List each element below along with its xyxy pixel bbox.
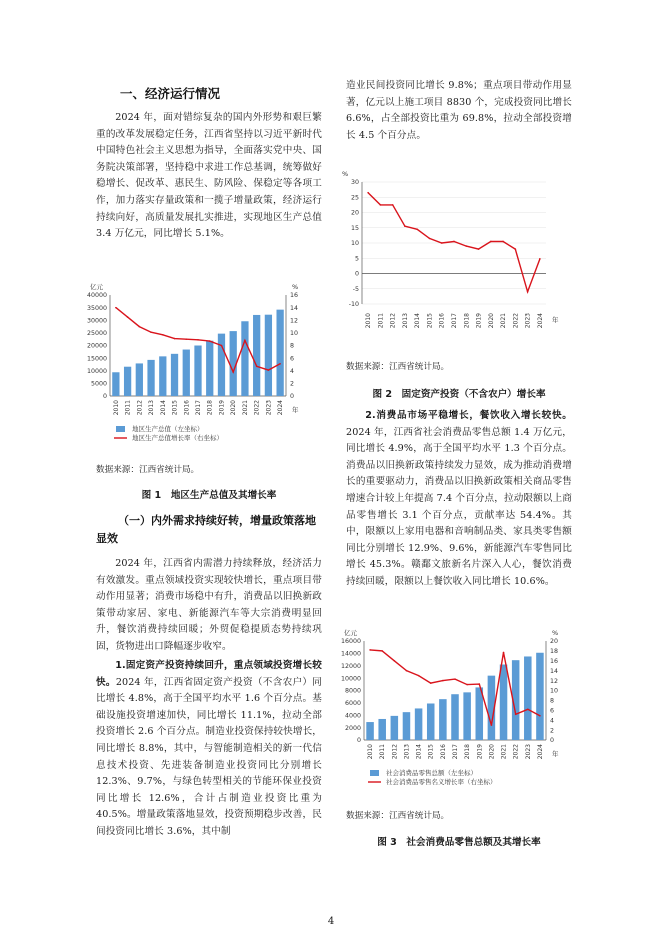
legend-swatch-bar (370, 770, 379, 776)
line-point-2024 (539, 715, 541, 717)
left-tick-label: 0 (354, 270, 359, 278)
bar-2010 (112, 372, 119, 396)
bar-2021 (241, 321, 248, 396)
x-tick-label: 2016 (438, 313, 446, 329)
right-tick-label: 10 (550, 687, 559, 695)
right-tick-label: 4 (550, 717, 555, 725)
left-tick-label: 5000 (90, 380, 107, 388)
figure-3-source: 数据来源：江西省统计局。 (346, 811, 450, 821)
bar-2017 (194, 346, 201, 397)
right-tick-label: 16 (290, 292, 299, 300)
subsection-title-1: （一）内外需求持续好转，增量政策落地显效 (96, 514, 316, 545)
line-point-2011 (381, 650, 383, 652)
intro-paragraph: 2024 年，面对错综复杂的国内外形势和艰巨繁重的改革发展稳定任务，江西省坚持以习近平新时代中国特色社会主义思想为指导，全面落实党中央、国务院决策部署，坚持稳中求进工作总基调，统筹做好稳增长、促改革、惠民生、防风险、保稳定等各项工作，加力落实存量政策和一揽子增量政策，经济运行持续向好，高质量发展扎实推进，实现地区生产总值 3.4 万亿元，同比增长 5.1%。 (96, 112, 322, 240)
line-point-2012 (139, 326, 141, 328)
x-tick-label: 2014 (159, 400, 167, 416)
x-tick-label: 2019 (218, 400, 226, 416)
x-tick-label: 2022 (512, 313, 520, 329)
left-tick-label: 40000 (86, 292, 107, 300)
left-tick-label: 10000 (86, 367, 107, 375)
x-tick-label: 2021 (500, 744, 508, 760)
left-tick-label: 30 (350, 179, 359, 187)
bar-2013 (403, 712, 411, 740)
left-tick-label: 2000 (344, 724, 361, 732)
x-tick-label: 2019 (476, 744, 484, 760)
line-point-2013 (406, 670, 408, 672)
figure-1-source: 数据来源：江西省统计局。 (96, 465, 200, 475)
line-point-2017 (197, 339, 199, 341)
x-tick-label: 2023 (265, 400, 273, 416)
right-tick-label: 10 (290, 330, 299, 338)
figure-2-caption: 图 2 固定资产投资（不含农户）增长率 (372, 389, 546, 400)
x-tick-label: 2017 (451, 313, 458, 329)
x-tick-label: 2019 (475, 313, 483, 329)
line-point-2015 (174, 338, 176, 340)
right-axis-unit: % (552, 629, 559, 637)
x-tick-label: 2011 (124, 400, 132, 416)
figure-1-caption: 图 1 地区生产总值及其增长率 (141, 490, 277, 501)
x-tick-label: 2024 (536, 313, 544, 329)
figure-3-caption: 图 3 社会消费品零售总额及其增长率 (377, 837, 541, 848)
figure-3-chart (340, 623, 572, 791)
line-point-2018 (209, 340, 211, 342)
bar-2013 (147, 360, 154, 396)
x-tick-label: 2024 (536, 744, 544, 760)
bar-2016 (183, 350, 190, 396)
bar-2017 (451, 694, 459, 740)
bar-2023 (524, 656, 532, 740)
right-tick-label: 8 (290, 342, 295, 350)
x-tick-label: 2022 (512, 744, 520, 760)
bar-2024 (536, 653, 544, 740)
left-axis-unit: 亿元 (90, 283, 103, 291)
figure-2-svg (342, 162, 572, 337)
x-tick-label: 2010 (367, 744, 375, 760)
line-point-2022 (256, 366, 258, 368)
right-tick-label: 6 (290, 355, 295, 363)
bar-2010 (366, 722, 374, 740)
right-tick-label: 0 (290, 393, 295, 401)
line-point-2021 (503, 652, 505, 654)
figure-2-source: 数据来源：江西省统计局。 (346, 362, 450, 372)
line-point-2014 (418, 675, 420, 677)
line-point-2016 (442, 680, 444, 682)
line-point-2013 (404, 225, 406, 227)
x-tick-label: 2018 (464, 744, 472, 760)
line-point-2016 (185, 338, 187, 340)
left-tick-label: 25 (350, 194, 359, 202)
line-point-2018 (466, 684, 468, 686)
left-tick-label: 16000 (340, 638, 361, 646)
x-tick-label: 2011 (377, 313, 385, 329)
x-tick-label: 2015 (426, 313, 434, 329)
right-tick-label: 4 (290, 367, 295, 375)
x-axis-unit: 年 (552, 316, 559, 324)
left-tick-label: 12000 (340, 662, 361, 670)
bar-2024 (276, 310, 283, 396)
line-point-2023 (527, 291, 529, 293)
line-point-2020 (490, 241, 492, 243)
left-tick-label: 14000 (340, 650, 361, 658)
x-tick-label: 2017 (195, 400, 202, 416)
right-tick-label: 14 (550, 667, 559, 675)
left-tick-label: 4000 (344, 712, 361, 720)
left-tick-label: 35000 (86, 304, 107, 312)
line-point-2017 (454, 678, 456, 680)
left-tick-label: -10 (348, 301, 359, 309)
right-tick-label: 18 (550, 648, 559, 656)
left-tick-label: 20000 (86, 342, 107, 350)
x-tick-label: 2014 (415, 744, 423, 760)
x-tick-label: 2010 (365, 313, 373, 329)
x-tick-label: 2015 (171, 400, 179, 416)
left-tick-label: 0 (102, 393, 107, 401)
x-tick-label: 2012 (136, 400, 144, 416)
investment-continued: 造业民间投资同比增长 9.8%；重点项目带动作用显著，亿元以上施工项目 8830 个，完成投资同比增长 6.6%，占全部投资比重为 69.8%，拉动全部投资增长 4.5 个百分点。 (346, 80, 572, 141)
legend-swatch-bar (116, 426, 125, 432)
demand-paragraph: 2024 年，江西省内需潜力持续释放，经济活力有效激发。重点领域投资实现较快增长，重点项目带动作用显著；消费市场稳中有升，消费品以旧换新政策带动家居、家电、新能源汽车等大宗消费明显回升，餐饮消费持续回暖；外贸促稳提质态势持续巩固，货物进出口降幅逐步收窄。 (96, 558, 322, 652)
left-tick-label: 25000 (86, 330, 107, 338)
right-tick-label: 16 (550, 658, 559, 665)
right-tick-label: 12 (550, 677, 559, 685)
x-tick-label: 2013 (148, 400, 156, 416)
x-axis-unit: 年 (552, 750, 559, 758)
line-point-2023 (268, 369, 270, 371)
x-tick-label: 2011 (379, 744, 387, 760)
right-tick-label: 6 (550, 707, 555, 715)
x-tick-label: 2023 (524, 744, 532, 760)
figure-2-chart (342, 162, 572, 337)
left-tick-label: 8000 (344, 687, 361, 695)
line-point-2018 (465, 245, 467, 247)
line-point-2015 (430, 682, 432, 684)
left-axis-unit: % (342, 170, 349, 178)
x-tick-label: 2012 (389, 313, 397, 329)
figure-3-svg (340, 623, 572, 791)
line-point-2014 (416, 228, 418, 230)
left-tick-label: 6000 (344, 700, 361, 708)
bar-2018 (463, 692, 471, 740)
left-tick-label: 5 (354, 255, 359, 263)
consumption-text: 2024 年，江西省社会消费品零售总额 1.4 万亿元，同比增长 4.9%，高于全国平均水平 1.3 个百分点。消费品以旧换新政策持续发力显效，成为推动消费增长的重要驱动力，消费品以旧换新政策相关商品零售增速合计较上年提高 7.4 个百分点，拉动限额以上商品零售增长 3.1 个百分点，贡献率达 54.4%。其中，限额以上家用电器和音响制品类、家具类零售额同比分别增长 12.9%、9.6%，新能源汽车零售同比增长 45.3%。赣鄱文旅新名片深入人心，餐饮消费持续回暖，限额以上餐饮收入同比增长 10.6%。 (346, 426, 572, 587)
x-tick-label: 2013 (403, 744, 411, 760)
bar-2015 (427, 703, 435, 740)
line-point-2010 (369, 649, 371, 651)
figure-1-chart (86, 279, 322, 445)
x-tick-label: 2012 (391, 744, 399, 760)
investment-paragraph (96, 658, 322, 841)
x-tick-label: 2020 (487, 313, 495, 329)
bar-2011 (378, 719, 386, 740)
line-point-2020 (491, 724, 493, 726)
x-tick-label: 2021 (241, 400, 249, 416)
left-axis-unit: 亿元 (344, 629, 357, 637)
investment-heading: 1.固定资产投资持续回升，重点领域投资增长较快。 (96, 660, 322, 688)
line-point-2024 (279, 363, 281, 365)
x-tick-label: 2014 (414, 313, 422, 329)
line-point-2012 (394, 660, 396, 662)
left-tick-label: 10000 (340, 675, 361, 683)
line-point-2013 (150, 331, 152, 333)
x-tick-label: 2023 (524, 313, 532, 329)
bar-2023 (265, 315, 272, 396)
line-point-2011 (127, 316, 129, 318)
x-tick-label: 2018 (206, 400, 214, 416)
right-axis-unit: % (292, 283, 299, 291)
consumption-paragraph (346, 408, 572, 591)
legend-label: 地区生产总值增长率（右坐标） (132, 434, 223, 442)
bar-2012 (136, 363, 143, 396)
left-tick-label: 20 (350, 209, 359, 217)
bar-2019 (218, 334, 225, 396)
line-point-2019 (221, 345, 223, 347)
bar-2021 (500, 665, 508, 740)
figure-1-svg (86, 279, 322, 445)
left-tick-label: -5 (352, 285, 359, 293)
legend-label: 社会消费品零售名义增长率（右坐标） (386, 778, 497, 786)
line-point-2021 (244, 340, 246, 342)
left-tick-label: 15 (350, 224, 359, 232)
line-point-2023 (527, 709, 529, 711)
right-tick-label: 8 (550, 697, 555, 705)
bar-2012 (391, 716, 399, 740)
investment-text: 2024 年，江西省固定资产投资（不含农户）同比增长 4.8%，高于全国平均水平 1.6 个百分点。基础设施投资增速加快，同比增长 11.1%，拉动全部投资增长 2.6 个百分点。制造业投资保持较快增长，同比增长 8.8%，其中，与智能制造相关的新一代信息技术投资、先进装备制造业投资同比分别增长 12.3%、9.7%，与绿色转型相关的节能环保业投资同比增长 12.6%，合计占制造业投资比重为 40.5%。增量政策落地显效，投资预期稳步改善，民间投资同比增长 3.6%，其中制 (96, 676, 323, 837)
line-point-2019 (478, 248, 480, 250)
x-tick-label: 2022 (253, 400, 261, 416)
left-tick-label: 30000 (86, 317, 107, 325)
right-tick-label: 20 (550, 638, 559, 646)
bar-2018 (206, 341, 213, 396)
bar-2014 (415, 708, 423, 740)
x-tick-label: 2010 (112, 400, 120, 416)
x-tick-label: 2020 (488, 744, 496, 760)
right-tick-label: 14 (290, 304, 299, 312)
legend-label: 社会消费品零售总额（左坐标） (386, 769, 477, 777)
line-point-2015 (429, 238, 431, 240)
x-tick-label: 2016 (439, 744, 447, 760)
x-tick-label: 2013 (401, 313, 409, 329)
right-tick-label: 2 (550, 727, 555, 735)
line-point-2012 (392, 204, 394, 206)
line-point-2010 (367, 192, 369, 194)
x-tick-label: 2021 (500, 313, 508, 329)
left-tick-label: 15000 (86, 355, 107, 363)
line-point-2021 (502, 241, 504, 243)
right-tick-label: 12 (290, 317, 299, 325)
right-tick-label: 2 (290, 380, 295, 388)
line-point-2024 (539, 258, 541, 260)
section-title: 一、经济运行情况 (120, 86, 221, 101)
line-point-2010 (115, 307, 117, 309)
left-tick-label: 0 (356, 737, 361, 745)
line-point-2011 (380, 204, 382, 206)
line-point-2016 (441, 242, 443, 244)
bar-2016 (439, 699, 447, 740)
line-point-2022 (515, 248, 517, 250)
bar-2015 (171, 354, 178, 396)
x-tick-label: 2017 (452, 744, 459, 760)
line-point-2014 (162, 334, 164, 336)
x-tick-label: 2018 (463, 313, 471, 329)
right-tick-label: 0 (550, 737, 555, 745)
x-axis-unit: 年 (292, 406, 299, 414)
x-tick-label: 2024 (277, 400, 285, 416)
line-point-2017 (453, 241, 455, 243)
left-tick-label: 10 (350, 240, 359, 248)
bar-2014 (159, 356, 166, 396)
x-tick-label: 2020 (230, 400, 238, 416)
legend-label: 地区生产总值（左坐标） (132, 425, 204, 433)
line-point-2019 (478, 683, 480, 685)
consumption-heading: 2.消费品市场平稳增长，餐饮收入增长较快。 (365, 410, 572, 421)
x-tick-label: 2015 (427, 744, 435, 760)
page-number: 4 (327, 916, 335, 927)
x-tick-label: 2016 (183, 400, 191, 416)
line-point-2020 (232, 371, 234, 373)
bar-2022 (253, 315, 260, 396)
bar-2011 (124, 367, 131, 396)
line-point-2022 (515, 713, 517, 715)
